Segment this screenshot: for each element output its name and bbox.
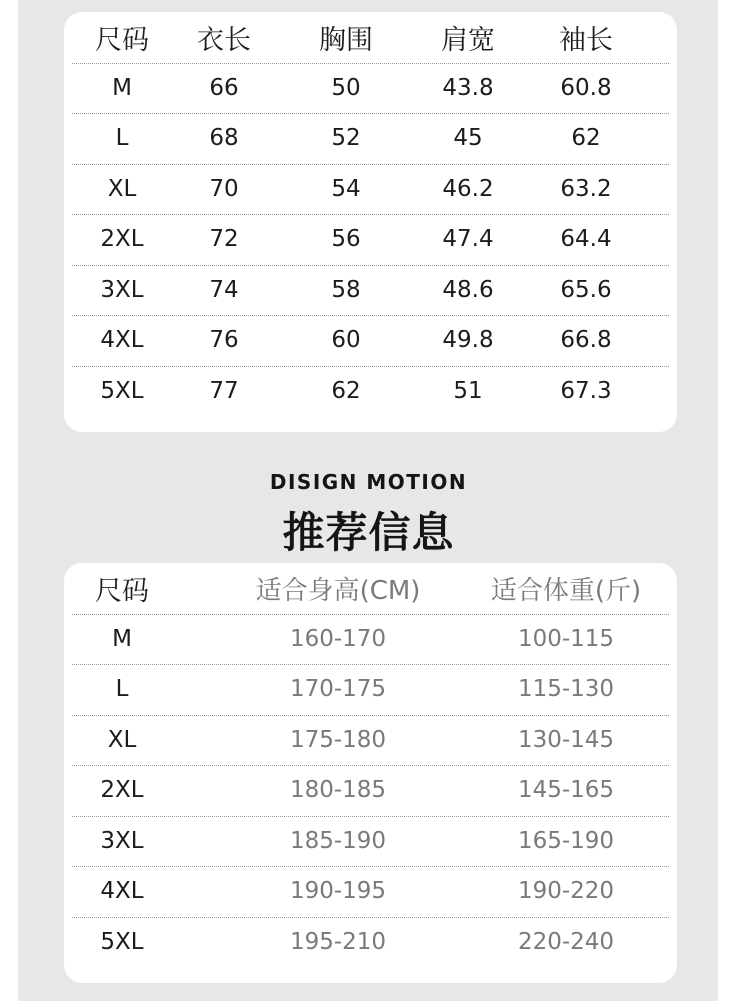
- table-cell: 180-185: [289, 777, 387, 804]
- column-header: 尺码: [95, 575, 149, 607]
- table-cell: L: [115, 125, 129, 152]
- table-cell: 130-145: [517, 726, 615, 753]
- table-row: [72, 614, 669, 665]
- table-cell: 100-115: [517, 625, 615, 652]
- table-cell: 3XL: [100, 276, 144, 303]
- table-cell: 190-195: [289, 878, 387, 905]
- table-cell: 185-190: [289, 827, 387, 854]
- table-cell: 4XL: [100, 327, 144, 354]
- table-cell: 56: [331, 226, 361, 253]
- table-row: [72, 917, 669, 968]
- table-cell: 74: [209, 276, 239, 303]
- table-row: [72, 366, 669, 417]
- table-cell: 46.2: [442, 175, 494, 202]
- recommendation-card: [64, 563, 677, 983]
- table-cell: 68: [209, 125, 239, 152]
- table-cell: 145-165: [517, 777, 615, 804]
- table-cell: 5XL: [100, 928, 144, 955]
- table-row: [72, 866, 669, 917]
- table-row: [72, 765, 669, 816]
- table-cell: 58: [331, 276, 361, 303]
- table-cell: 51: [453, 377, 483, 404]
- table-cell: 72: [209, 226, 239, 253]
- table-cell: 49.8: [442, 327, 494, 354]
- table-row: [72, 113, 669, 164]
- table-cell: 60.8: [560, 74, 612, 101]
- table-row: [72, 664, 669, 715]
- table-cell: 165-190: [517, 827, 615, 854]
- table-header-row: [72, 563, 669, 614]
- table-cell: 48.6: [442, 276, 494, 303]
- table-cell: 66.8: [560, 327, 612, 354]
- table-cell: M: [112, 625, 132, 652]
- table-row: [72, 715, 669, 766]
- table-cell: 50: [331, 74, 361, 101]
- table-cell: 52: [331, 125, 361, 152]
- table-cell: 3XL: [100, 827, 144, 854]
- table-cell: 76: [209, 327, 239, 354]
- table-cell: 2XL: [100, 226, 144, 253]
- table-cell: 70: [209, 175, 239, 202]
- table-cell: 45: [453, 125, 483, 152]
- column-header: 适合身高(CM): [255, 575, 421, 606]
- table-header-row: [72, 12, 669, 63]
- table-cell: 2XL: [100, 777, 144, 804]
- table-cell: 4XL: [100, 878, 144, 905]
- table-row: [72, 63, 669, 114]
- table-cell: 160-170: [289, 625, 387, 652]
- table-row: [72, 315, 669, 366]
- table-cell: 5XL: [100, 377, 144, 404]
- column-header: 袖长: [559, 24, 613, 56]
- table-cell: 47.4: [442, 226, 494, 253]
- table-cell: XL: [107, 726, 137, 753]
- column-header: 肩宽: [441, 24, 495, 56]
- size-chart-table: [72, 12, 669, 416]
- table-cell: 65.6: [560, 276, 612, 303]
- table-cell: 43.8: [442, 74, 494, 101]
- section-title-english: DISIGN MOTION: [269, 470, 468, 494]
- table-cell: 63.2: [560, 175, 612, 202]
- column-header: 胸围: [319, 24, 373, 56]
- column-header: 适合体重(斤): [490, 575, 642, 606]
- size-chart-card: [64, 12, 677, 432]
- table-cell: 195-210: [289, 928, 387, 955]
- table-cell: M: [112, 74, 132, 101]
- table-cell: 62: [571, 125, 601, 152]
- table-cell: 175-180: [289, 726, 387, 753]
- recommendation-table: [72, 563, 669, 967]
- table-cell: 60: [331, 327, 361, 354]
- table-cell: 190-220: [517, 878, 615, 905]
- table-cell: 54: [331, 175, 361, 202]
- table-cell: 115-130: [517, 676, 615, 703]
- table-cell: 64.4: [560, 226, 612, 253]
- table-cell: 62: [331, 377, 361, 404]
- table-cell: 77: [209, 377, 239, 404]
- table-cell: 170-175: [289, 676, 387, 703]
- table-row: [72, 265, 669, 316]
- section-title-chinese: 推荐信息: [282, 508, 455, 557]
- column-header: 尺码: [95, 24, 149, 56]
- table-row: [72, 816, 669, 867]
- table-cell: 67.3: [560, 377, 612, 404]
- table-cell: L: [115, 676, 129, 703]
- table-cell: XL: [107, 175, 137, 202]
- column-header: 衣长: [197, 24, 251, 56]
- table-cell: 66: [209, 74, 239, 101]
- table-row: [72, 214, 669, 265]
- table-cell: 220-240: [517, 928, 615, 955]
- table-row: [72, 164, 669, 215]
